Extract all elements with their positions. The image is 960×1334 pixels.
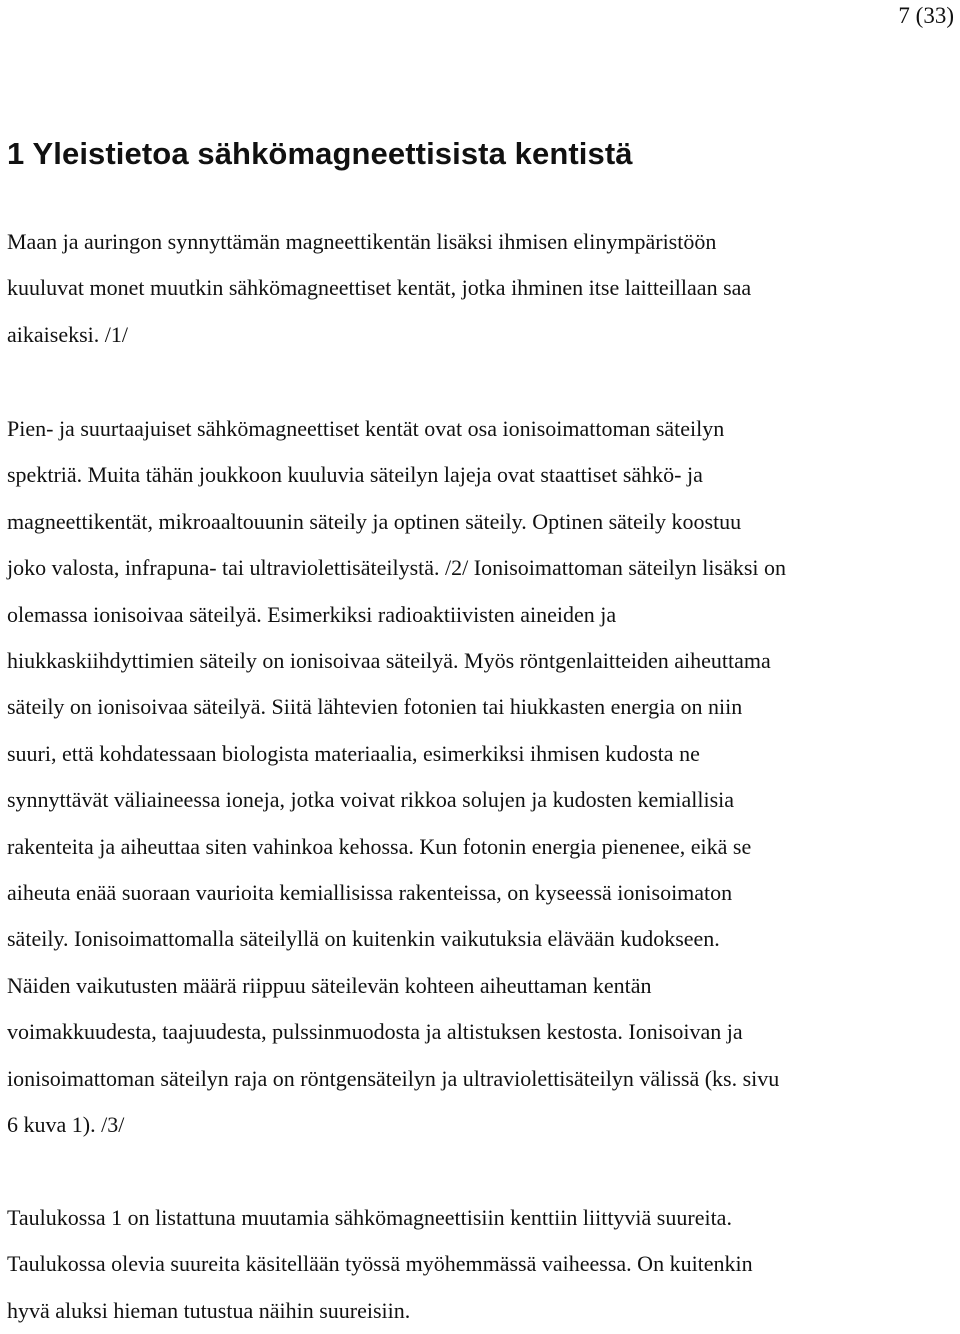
paragraph-line: Pien- ja suurtaajuiset sähkömagneettiset kentät ovat osa ionisoimattoman säteilyn	[7, 416, 725, 441]
paragraph-line: olemassa ionisoivaa säteilyä. Esimerkiksi radioaktiivisten aineiden ja	[7, 601, 617, 627]
paragraph-table-intro	[7, 1195, 957, 1334]
paragraph-line: säteily on ionisoivaa säteilyä. Siitä lähtevien fotonien tai hiukkasten energia on niin	[7, 694, 743, 720]
paragraph-line: Näiden vaikutusten määrä riippuu säteilevän kohteen aiheuttaman kentän	[7, 972, 652, 998]
page-number: 7 (33)	[898, 3, 954, 28]
paragraph-line: aikaiseksi. /1/	[7, 321, 128, 347]
paragraph-line: kuuluvat monet muutkin sähkömagneettiset kentät, jotka ihminen itse laitteillaan saa	[7, 275, 752, 301]
paragraph-line: Taulukossa olevia suureita käsitellään työssä myöhemmässä vaiheessa. On kuitenkin	[7, 1251, 753, 1277]
paragraph-radiation	[7, 406, 957, 1149]
paragraph-line: suuri, että kohdatessaan biologista materiaalia, esimerkiksi ihmisen kudosta ne	[7, 740, 700, 766]
paragraph-line: aiheuta enää suoraan vaurioita kemiallisissa rakenteissa, on kyseessä ionisoimaton	[7, 880, 733, 906]
paragraph-line: Maan ja auringon synnyttämän magneettikentän lisäksi ihmisen elinympäristöön	[7, 229, 717, 254]
paragraph-line: hyvä aluksi hieman tutustua näihin suureisiin.	[7, 1297, 411, 1323]
paragraph-line: hiukkaskiihdyttimien säteily on ionisoivaa säteilyä. Myös röntgenlaitteiden aiheuttama	[7, 648, 771, 674]
paragraph-line: voimakkuudesta, taajuudesta, pulssinmuodosta ja altistuksen kestosta. Ionisoivan ja	[7, 1019, 743, 1045]
paragraph-line: 6 kuva 1). /3/	[7, 1112, 125, 1138]
paragraph-line: synnyttävät väliaineessa ioneja, jotka voivat rikkoa solujen ja kudosten kemiallisia	[7, 787, 735, 813]
paragraph-line: ionisoimattoman säteilyn raja on röntgensäteilyn ja ultraviolettisäteilyn välissä (ks. sivu	[7, 1065, 780, 1091]
paragraph-line: Taulukossa 1 on listattuna muutamia sähkömagneettisiin kenttiin liittyviä suureita.	[7, 1205, 732, 1230]
paragraph-line: magneettikentät, mikroaaltouunin säteily ja optinen säteily. Optinen säteily koostuu	[7, 508, 742, 534]
paragraph-line: säteily. Ionisoimattomalla säteilyllä on kuitenkin vaikutuksia elävään kudokseen.	[7, 926, 720, 952]
paragraph-line: spektriä. Muita tähän joukkoon kuuluvia säteilyn lajeja ovat staattiset sähkö- ja	[7, 462, 703, 488]
paragraph-intro	[7, 219, 957, 358]
section-heading: 1 Yleistietoa sähkömagneettisista kentistä	[7, 136, 633, 171]
paragraph-line: joko valosta, infrapuna- tai ultraviolettisäteilystä. /2/ Ionisoimattoman säteilyn lisäksi on	[7, 555, 787, 581]
paragraph-line: rakenteita ja aiheuttaa siten vahinkoa kehossa. Kun fotonin energia pienenee, eikä se	[7, 833, 752, 859]
